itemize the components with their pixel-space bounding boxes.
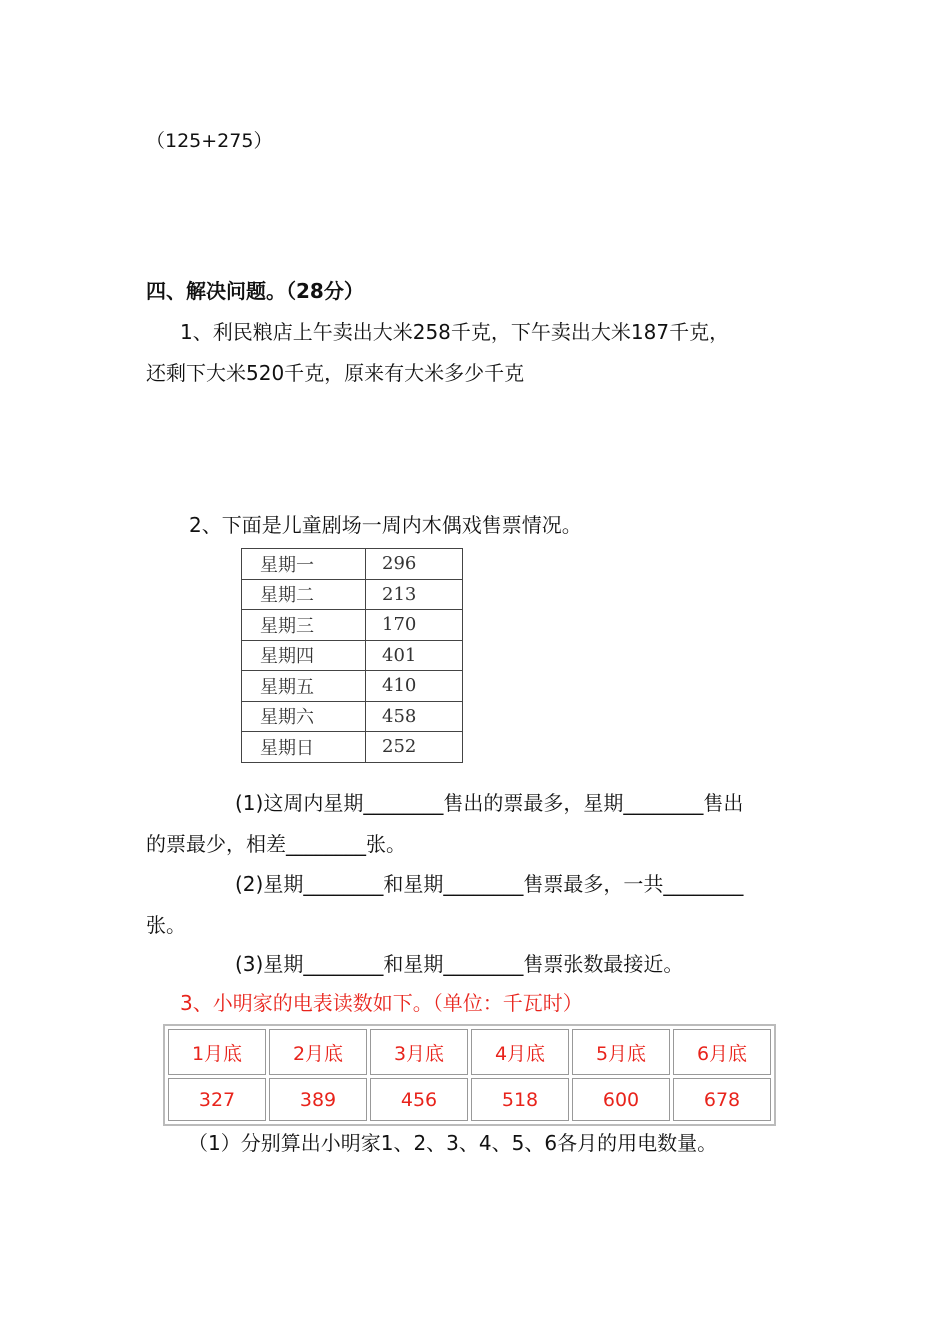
day-cell: 星期六 (242, 701, 366, 732)
q3-title: 3、小明家的电表读数如下。（单位：千瓦时） (180, 991, 583, 1015)
day-cell: 星期三 (242, 610, 366, 641)
ticket-cell: 458 (366, 701, 463, 732)
month-header: 2月底 (269, 1029, 367, 1075)
meter-reading: 389 (269, 1078, 367, 1121)
q2-sub2-line-2: 张。 (146, 913, 186, 937)
meter-reading: 600 (572, 1078, 670, 1121)
formula-text: （125+275） (146, 130, 273, 152)
meter-reading: 518 (471, 1078, 569, 1121)
meter-reading: 456 (370, 1078, 468, 1121)
table-row (242, 610, 463, 641)
q1-line-1: 1、利民粮店上午卖出大米258千克，下午卖出大米187千克， (180, 320, 730, 344)
q3-sub1: （1）分别算出小明家1、2、3、4、5、6各月的用电数量。 (188, 1131, 718, 1155)
q2-intro: 2、下面是儿童剧场一周内木偶戏售票情况。 (189, 513, 582, 537)
ticket-cell: 410 (366, 671, 463, 702)
table-row (242, 732, 463, 763)
q2-sub1-line-2: 的票最少，相差________张。 (146, 832, 406, 856)
month-header: 1月底 (168, 1029, 266, 1075)
table-row (242, 579, 463, 610)
month-header: 5月底 (572, 1029, 670, 1075)
meter-value-row (168, 1078, 771, 1121)
ticket-cell: 401 (366, 640, 463, 671)
month-header: 6月底 (673, 1029, 771, 1075)
section-title: 四、解决问题。（28分） (146, 279, 364, 303)
meter-header-row (168, 1029, 771, 1075)
q2-sub2-line-1: (2)星期________和星期________售票最多，一共________ (235, 872, 744, 896)
q2-sub1-line-1: (1)这周内星期________售出的票最多，星期________售出 (235, 791, 744, 815)
table-row (242, 549, 463, 580)
day-cell: 星期五 (242, 671, 366, 702)
day-cell: 星期二 (242, 579, 366, 610)
ticket-cell: 296 (366, 549, 463, 580)
table-row (242, 701, 463, 732)
month-header: 4月底 (471, 1029, 569, 1075)
meter-reading: 678 (673, 1078, 771, 1121)
q2-sub3: (3)星期________和星期________售票张数最接近。 (235, 952, 684, 976)
meter-reading: 327 (168, 1078, 266, 1121)
day-cell: 星期日 (242, 732, 366, 763)
q1-line-2: 还剩下大米520千克，原来有大米多少千克 (146, 361, 525, 385)
day-cell: 星期一 (242, 549, 366, 580)
meter-table (163, 1024, 776, 1126)
ticket-cell: 252 (366, 732, 463, 763)
ticket-cell: 170 (366, 610, 463, 641)
table-row (242, 671, 463, 702)
ticket-cell: 213 (366, 579, 463, 610)
ticket-table (241, 548, 463, 763)
month-header: 3月底 (370, 1029, 468, 1075)
table-row (242, 640, 463, 671)
day-cell: 星期四 (242, 640, 366, 671)
